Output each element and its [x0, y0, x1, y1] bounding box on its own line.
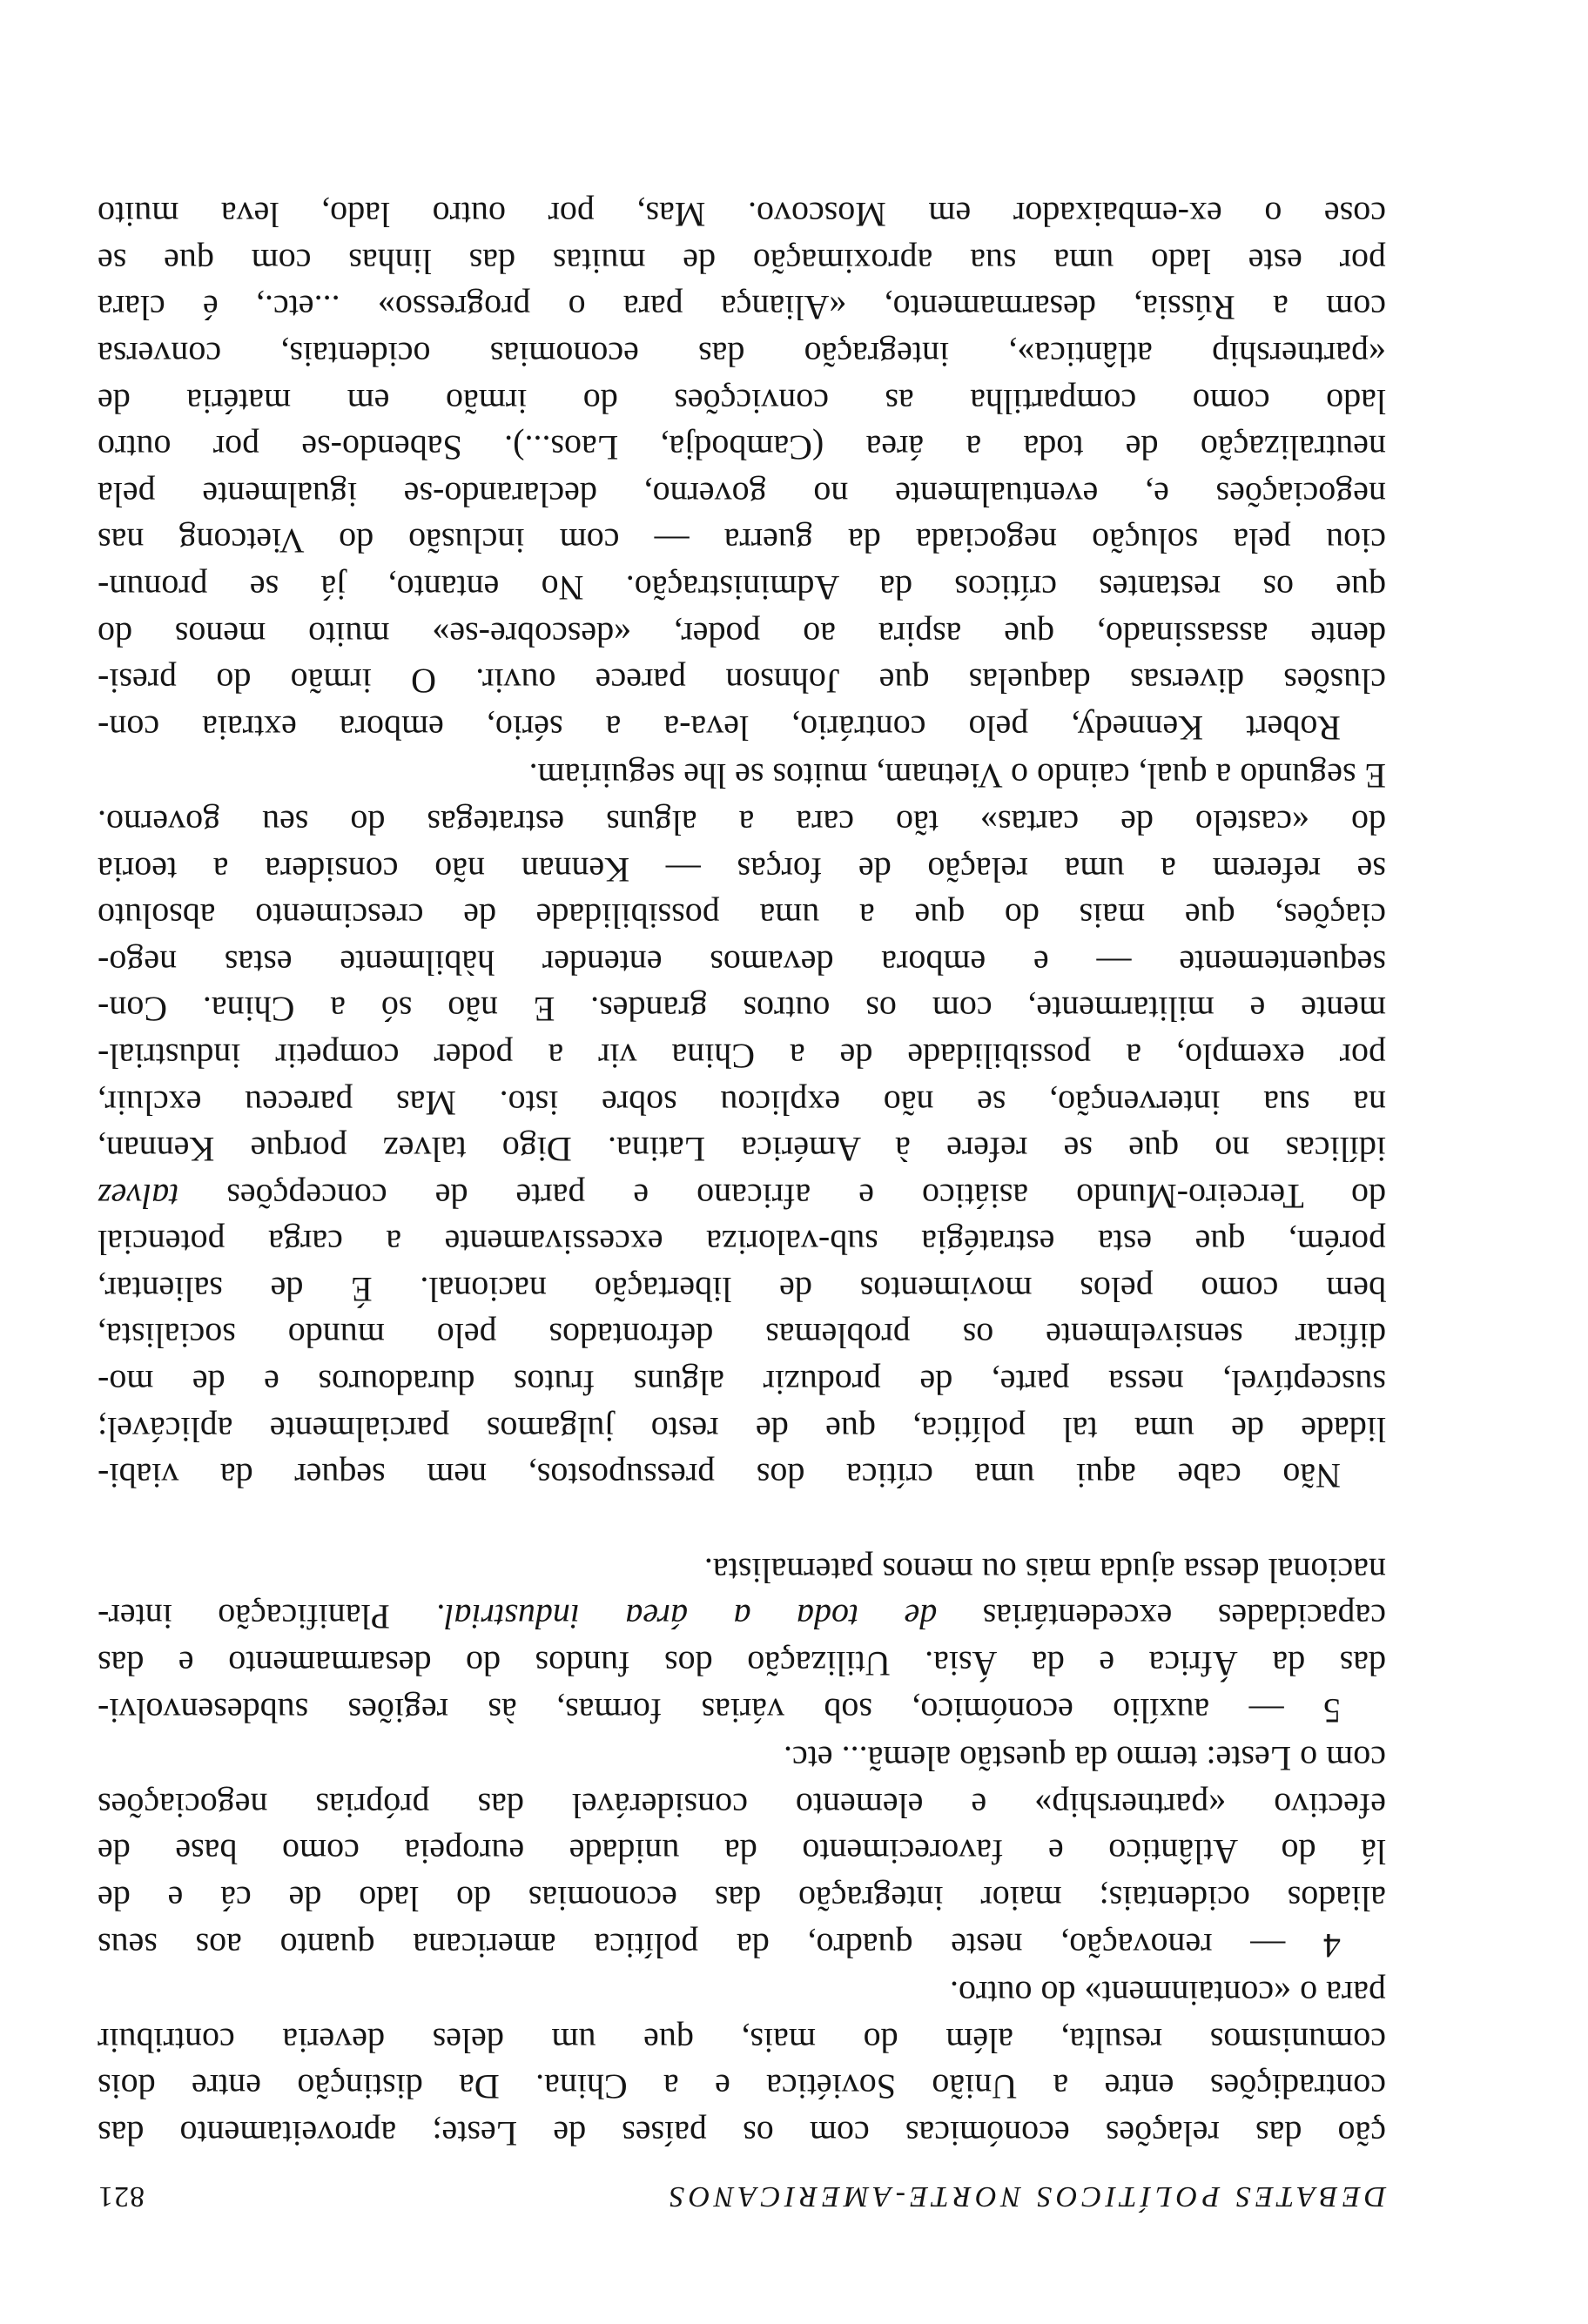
text-line: por exemplo, a possibilidade de a China vir a poder competir industrial- [98, 1036, 1386, 1076]
text-line: ciou pela solução negociada da guerra — com inclusão do Vietcong nas [98, 521, 1386, 561]
list-item-4 [98, 1736, 1386, 1969]
italic-text: de toda a área industrial. [435, 1597, 938, 1637]
text-line: 4 — renovação, neste quadro, da política americana quanto aos seus [98, 1925, 1341, 1965]
text-line: efectivo «partnership» e elemento considerável das próprias negociações [98, 1785, 1386, 1825]
text-line: dificar sensivelmente os problemas defrontados pelo mundo socialista, [98, 1316, 1386, 1356]
text-run: Planificação inter- [98, 1597, 436, 1637]
text-line: E segundo a qual, caindo o Vietnam, muitos se lhe seguiriam. [528, 756, 1386, 796]
italic-text: talvez [98, 1176, 179, 1216]
text-line: ciações, que mais do que a uma possibilidade de crescimento absoluto [98, 897, 1386, 937]
list-item-5 [98, 1547, 1386, 1733]
text-line: comunismos resulta, além do mais, que um deles deveria contribuir [98, 2020, 1386, 2060]
text-line: para o «containment» do outro. [950, 1974, 1386, 2014]
text-line: clusões diversas daquelas que Johnson parece ouvir. O irmão do presi- [98, 662, 1386, 702]
running-title: DEBATES POLÍTICOS NORTE-AMERICANOS [665, 2180, 1386, 2213]
text-line: nacional dessa ajuda mais ou menos paternalista. [703, 1550, 1386, 1590]
text-line: lado como compartilha as convicções do irmão em matéria de [98, 381, 1386, 421]
text-run: do Terceiro-Mundo asiático e africano e parte de concepções [178, 1176, 1386, 1216]
text-line: dente assassinado, que aspira ao poder, «descobre-se» muito menos do [98, 615, 1386, 655]
text-line: cose o ex-embaixador em Moscovo. Mas, por outro lado, leva muito [98, 195, 1386, 235]
paragraph-continuation [98, 1971, 1386, 2157]
text-line: porém, que esta estratégia sub-valoriza excessivamente a carga potencial [98, 1223, 1386, 1263]
text-run: capacidades excedentárias [937, 1597, 1386, 1637]
text-line: contradições entre a União Soviética e a China. Da distinção entre dois [98, 2067, 1386, 2107]
paragraph [98, 191, 1386, 751]
text-line: Robert Kennedy, pelo contrário, leva-a a sério, embora extraia con- [98, 708, 1341, 748]
text-line: negociações e, eventualmente no governo, declarando-se igualmente pela [98, 474, 1386, 514]
paragraph [98, 753, 1386, 1500]
text-line: sequentemente — e embora devamos entender hàbilmente estas nego- [98, 943, 1386, 983]
text-line: se referem a uma relação de forças — Kennan não considera a teoria [98, 850, 1386, 890]
text-line: neutralização de toda a área (Cambodja, Laos...). Sabendo-se por outro [98, 428, 1386, 468]
text-line: susceptível, nessa parte, de produzir alguns frutos duradouros e de mo- [98, 1363, 1386, 1403]
text-line: por este lado uma sua aproximação de muitas das linhas com que se [98, 241, 1386, 281]
text-line: lá do Atlântico e favorecimento da unidade europeia como base de [98, 1832, 1386, 1872]
text-line: idílicas no que se refere à América Latina. Digo talvez porque Kennan, [98, 1130, 1386, 1170]
text-line: do «castelo de cartas» tão cara a alguns estrategas do seu governo. [98, 803, 1386, 843]
text-column [98, 191, 1386, 2213]
text-line: aliados ocidentais; maior integração das economias do lado de cá e de [98, 1879, 1386, 1919]
text-line: Não cabe aqui uma crítica dos pressupostos, nem sequer da viabi- [98, 1456, 1341, 1496]
text-line: mente e militarmente, com os outros grandes. E não só a China. Con- [98, 990, 1386, 1030]
text-line [98, 1594, 1386, 1641]
text-line: ção das relações económicas com os países de Leste; aproveitamento das [98, 2114, 1386, 2153]
text-line: que os restantes críticos da Administração. No entanto, já se pronun- [98, 568, 1386, 608]
body-text [98, 191, 1386, 2157]
running-header [98, 2157, 1386, 2213]
text-line: lidade de uma tal política, que de resto julgamos parcialmente aplicável; [98, 1409, 1386, 1449]
text-line [98, 1172, 1386, 1219]
text-line: das da África e da Ásia. Utilização dos fundos do desarmamento e das [98, 1644, 1386, 1684]
text-line: com o Leste: termo da questão alemã... etc. [784, 1739, 1386, 1779]
page-number: 821 [98, 2180, 145, 2213]
text-line: 5 — auxílio económico, sob várias formas, às regiões subdesenvolvi- [98, 1690, 1341, 1730]
text-line: «partnership atlântica», integração das economias ocidentais, conversa [98, 335, 1386, 375]
text-line: com a Rússia, desarmamento, «Aliança para o progresso» ...etc., é clara [98, 288, 1386, 328]
text-line: na sua intervenção, se não explicou sobre isto. Mas pareceu excluir, [98, 1083, 1386, 1123]
text-line: bem como pelos movimentos de libertação nacional. É de salientar, [98, 1269, 1386, 1309]
